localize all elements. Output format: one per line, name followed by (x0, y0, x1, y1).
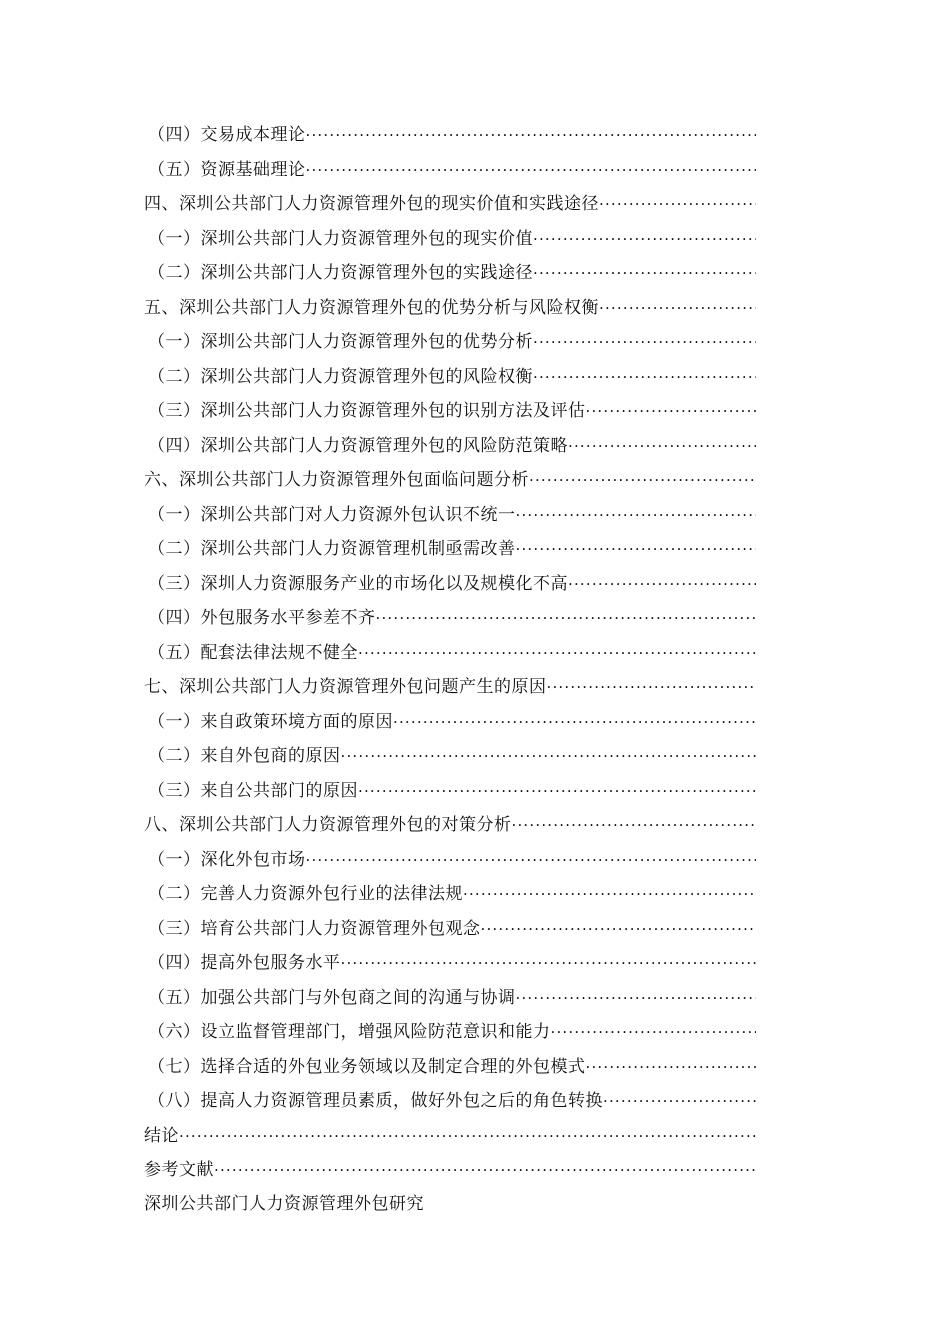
toc-dot-leader (603, 1084, 756, 1119)
toc-entry[interactable] (144, 153, 756, 188)
toc-entry-label: （八）提高人力资源管理员素质，做好外包之后的角色转换 (148, 1091, 603, 1111)
toc-dot-leader (306, 118, 757, 153)
toc-entry-label: （二）深圳公共部门人力资源管理外包的实践途径 (148, 263, 533, 283)
toc-entry-label: 四、深圳公共部门人力资源管理外包的现实价值和实践途径 (144, 194, 599, 214)
toc-dot-leader (533, 222, 756, 257)
toc-dot-leader (306, 153, 757, 188)
toc-entry[interactable] (144, 429, 756, 464)
toc-dot-leader (179, 1119, 756, 1154)
toc-entry-label: （五）配套法律法规不健全 (148, 642, 358, 663)
toc-entry[interactable] (144, 325, 756, 360)
toc-entry[interactable] (144, 187, 756, 222)
toc-entry-label: （一）深圳公共部门对人力资源外包认识不统一 (148, 504, 516, 525)
document-title: 深圳公共部门人力资源管理外包研究 (144, 1194, 424, 1214)
toc-entry[interactable] (144, 118, 756, 153)
toc-entry[interactable] (144, 567, 756, 602)
toc-dot-leader (586, 394, 757, 429)
toc-entry-label: 八、深圳公共部门人力资源管理外包的对策分析 (144, 815, 512, 835)
toc-dot-leader (533, 256, 756, 291)
toc-entry-label: （五）资源基础理论 (148, 159, 306, 180)
toc-entry-label: 结论 (144, 1125, 179, 1146)
toc-entry-label: （三）培育公共部门人力资源管理外包观念 (148, 918, 481, 939)
toc-dot-leader (341, 739, 757, 774)
toc-dot-leader (547, 670, 757, 705)
toc-entry-label: （二）深圳公共部门人力资源管理外包的风险权衡 (148, 366, 533, 387)
toc-entry[interactable] (144, 1084, 756, 1119)
toc-dot-leader (516, 981, 757, 1016)
toc-entry[interactable] (144, 670, 756, 705)
toc-entry[interactable] (144, 256, 756, 291)
toc-dot-leader (568, 429, 756, 464)
toc-entry[interactable] (144, 843, 756, 878)
toc-entry-label: （二）来自外包商的原因 (148, 746, 341, 766)
toc-entry-label: （六）设立监督管理部门，增强风险防范意识和能力 (148, 1022, 551, 1042)
toc-dot-leader (306, 843, 757, 878)
toc-entry-label: （四）深圳公共部门人力资源管理外包的风险防范策略 (148, 435, 568, 456)
toc-entry-label: （一）深化外包市场 (148, 849, 306, 870)
toc-dot-leader (516, 532, 757, 567)
toc-dot-leader (512, 808, 757, 843)
toc-entry[interactable] (144, 1153, 756, 1188)
toc-entry[interactable] (144, 877, 756, 912)
toc-entry[interactable] (144, 739, 756, 774)
table-of-contents (144, 118, 756, 1188)
toc-dot-leader (586, 1050, 757, 1085)
toc-entry-label: 参考文献 (144, 1160, 214, 1180)
toc-entry-label: （一）来自政策环境方面的原因 (148, 711, 393, 732)
toc-entry-label: （三）深圳人力资源服务产业的市场化以及规模化不高 (148, 573, 568, 594)
toc-entry[interactable] (144, 532, 756, 567)
toc-dot-leader (393, 705, 756, 740)
toc-entry-label: （四）提高外包服务水平 (148, 953, 341, 973)
toc-entry[interactable] (144, 946, 756, 981)
toc-entry[interactable] (144, 636, 756, 671)
toc-dot-leader (358, 774, 756, 809)
toc-entry[interactable] (144, 912, 756, 947)
toc-entry-label: 七、深圳公共部门人力资源管理外包问题产生的原因 (144, 677, 547, 697)
toc-dot-leader (533, 325, 756, 360)
toc-entry[interactable] (144, 222, 756, 257)
toc-entry-label: （一）深圳公共部门人力资源管理外包的优势分析 (148, 332, 533, 352)
toc-entry-label: （五）加强公共部门与外包商之间的沟通与协调 (148, 987, 516, 1008)
toc-entry-label: 六、深圳公共部门人力资源管理外包面临问题分析 (144, 470, 529, 490)
toc-dot-leader (529, 463, 756, 498)
toc-dot-leader (533, 360, 756, 395)
toc-entry[interactable] (144, 808, 756, 843)
toc-dot-leader (358, 636, 756, 671)
toc-entry-label: （三）深圳公共部门人力资源管理外包的识别方法及评估 (148, 401, 586, 421)
toc-entry[interactable] (144, 1050, 756, 1085)
toc-entry[interactable] (144, 705, 756, 740)
toc-dot-leader (599, 291, 756, 326)
toc-dot-leader (481, 912, 757, 947)
toc-dot-leader (551, 1015, 757, 1050)
toc-entry-label: （三）来自公共部门的原因 (148, 780, 358, 801)
toc-entry[interactable] (144, 1119, 756, 1154)
toc-entry[interactable] (144, 394, 756, 429)
toc-entry[interactable] (144, 601, 756, 636)
toc-entry[interactable] (144, 498, 756, 533)
toc-dot-leader (341, 946, 757, 981)
toc-dot-leader (568, 567, 756, 602)
toc-dot-leader (376, 601, 757, 636)
toc-entry-label: （七）选择合适的外包业务领域以及制定合理的外包模式 (148, 1056, 586, 1077)
toc-entry-label: （二）完善人力资源外包行业的法律法规 (148, 884, 463, 904)
toc-dot-leader (516, 498, 757, 533)
toc-entry-label: （一）深圳公共部门人力资源管理外包的现实价值 (148, 228, 533, 249)
toc-entry[interactable] (144, 1015, 756, 1050)
toc-entry-label: （二）深圳公共部门人力资源管理机制亟需改善 (148, 539, 516, 559)
toc-entry[interactable] (144, 774, 756, 809)
toc-entry-label: （四）交易成本理论 (148, 125, 306, 145)
toc-entry[interactable] (144, 360, 756, 395)
toc-entry-label: 五、深圳公共部门人力资源管理外包的优势分析与风险权衡 (144, 297, 599, 318)
toc-entry[interactable] (144, 981, 756, 1016)
toc-dot-leader (463, 877, 756, 912)
toc-entry[interactable] (144, 291, 756, 326)
toc-entry[interactable] (144, 463, 756, 498)
toc-entry-label: （四）外包服务水平参差不齐 (148, 608, 376, 628)
toc-dot-leader (214, 1153, 756, 1188)
toc-dot-leader (599, 187, 756, 222)
